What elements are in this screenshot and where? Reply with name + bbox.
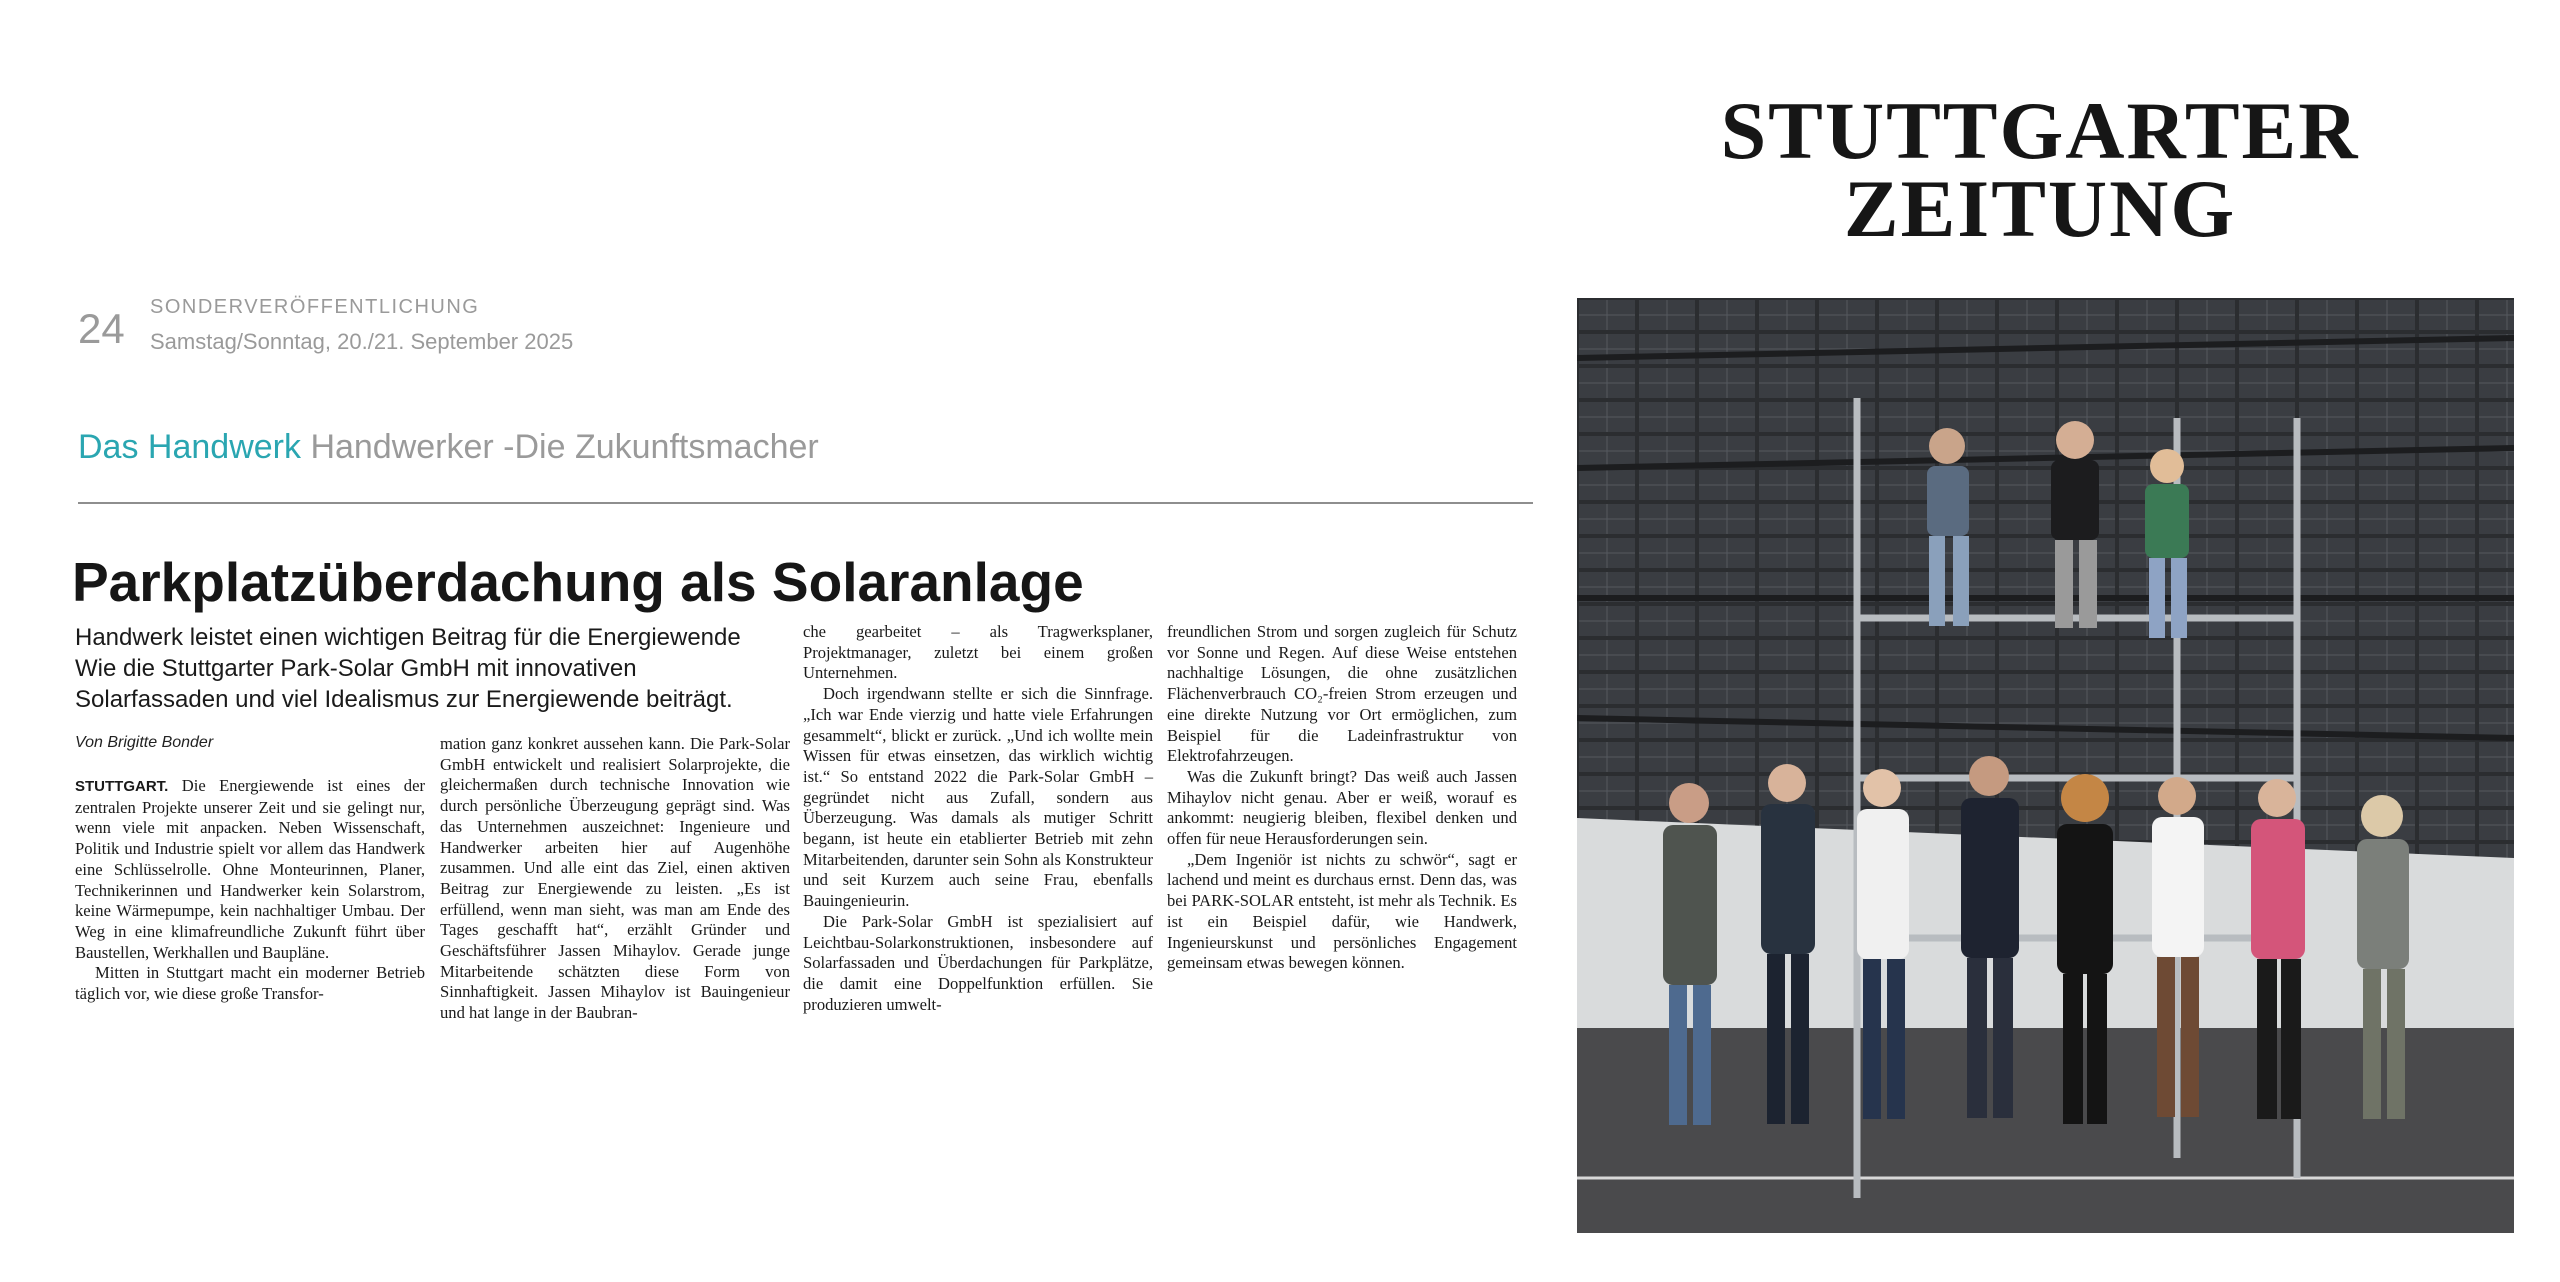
section-divider <box>78 502 1533 504</box>
masthead <box>1700 85 2380 254</box>
article-column-2 <box>440 734 790 1024</box>
article-column-4 <box>1167 622 1517 974</box>
article-column-1 <box>75 776 425 1005</box>
rubric-secondary: Handwerker -Die Zukunftsmacher <box>310 428 819 466</box>
paragraph: freundlichen Strom und sorgen zugleich für Schutz vor Sonne und Regen. Auf diese Weise entstehen nachhaltige Lösungen, die ohne zusätzlichen Flächenverbrauch CO₂-freien Strom erzeugen und eine direkte Nutzung vor Ort ermöglichen, zum Beispiel für die Ladeinfrastruktur von Elektrofahrzeugen. <box>1167 622 1517 766</box>
solar-canopy <box>1577 298 2514 858</box>
paragraph: „Dem Ingeniör ist nichts zu schwör“, sagt er lachend und meint es durchaus ernst. Denn das, was bei PARK-SOLAR entsteht, ist mehr als Technik. Es ist ein Beispiel dafür, wie Handwerk, Ingenieurskunst und persönliches Engagement gemeinsam etwas bewegen können. <box>1167 849 1517 973</box>
paragraph: Die Park-Solar GmbH ist spezialisiert auf Leichtbau-Solarkonstruktionen, insbesondere auf Solarfassaden und Überdachungen für Parkplätze, die damit eine Doppelfunktion erfüllen. Sie produzieren umwelt- <box>803 911 1153 1014</box>
paragraph: mation ganz konkret aussehen kann. Die Park-Solar GmbH entwickelt und realisiert Solarprojekte, die gleichermaßen durch technische Innovation wie durch persönliche Überzeugung geprägt sind. Was das Unternehmen auszeichnet: Ingenieure und Handwerker arbeiten hier auf Augenhöhe zusammen. Und alle eint das Ziel, einen aktiven Beitrag zur Energiewende zu leisten. „Es ist erfüllend, wenn man sieht, was man am Ende des Tages geschafft hat“, erzählt Gründer und Geschäftsführer Jassen Mihaylov. Gerade junge Mitarbeitende schätzten diese Form von Sinnhaftigkeit. Jassen Mihaylov ist Bauingenieur und hat lange in der Baubran- <box>440 734 790 1023</box>
article-subline: Handwerk leistet einen wichtigen Beitrag für die Energiewende Wie die Stuttgarter Park-Solar GmbH mit innovativen Solarfassaden und viel Idealismus zur Energiewende beiträgt. <box>75 624 741 713</box>
article-column-3 <box>803 622 1153 1015</box>
paragraph-text: Die Energiewende ist eines der zentralen Projekte unserer Zeit und sie gelingt nur, wenn viele mit anpacken. Neben Wissenschaft, Politik und Industrie spielt vor allem das Handwerk eine Schlüsselrolle. Ohne Monteurinnen, Planer, Technikerinnen und Handwerker kein Solarstrom, keine Wärmepumpe, kein nachhaltiger Umbau. Der Weg in eine klimafreundliche Zukunft führt über Baustellen, Werkhallen und Baupläne. <box>75 776 425 962</box>
page-number: 24 <box>78 305 125 352</box>
rubric-primary: Das Handwerk <box>78 428 301 466</box>
issue-date: Samstag/Sonntag, 20./21. September 2025 <box>150 329 574 354</box>
article-byline: Von Brigitte Bonder <box>75 734 214 751</box>
paragraph: Doch irgendwann stellte er sich die Sinnfrage. „Ich war Ende vierzig und hatte viele Erfahrungen gesammelt“, blickt er zurück. „Und ich wollte mein Wissen für etwas einsetzen, das wirklich wichtig ist.“ So entstand 2022 die Park-Solar GmbH – gegründet nicht aus Zufall, sondern aus Überzeugung. Was damals als mutiger Schritt begann, ist heute ein etablierter Betrieb mit zehn Mitarbeitenden, darunter sein Sohn als Konstrukteur und seit Kurzem auch seine Frau, ebenfalls Bauingenieurin. <box>803 684 1153 911</box>
masthead-line-2: ZEITUNG <box>1843 162 2237 254</box>
section-rubric <box>78 428 819 467</box>
masthead-line-1: STUTTGARTER <box>1720 85 2360 176</box>
special-edition-label: SONDERVERÖFFENTLICHUNG <box>150 296 480 318</box>
dateline: STUTTGART. <box>75 778 169 795</box>
team-photo <box>1577 298 2514 1233</box>
paragraph: Mitten in Stuttgart macht ein moderner Betrieb täglich vor, wie diese große Transfor- <box>75 963 425 1004</box>
paragraph: Was die Zukunft bringt? Das weiß auch Jassen Mihaylov nicht genau. Aber er weiß, worauf es ankommt: neugierig bleiben, flexibel denken und offen für neue Herausforderungen sein. <box>1167 766 1517 849</box>
article-headline: Parkplatzüberdachung als Solaranlage <box>72 551 1084 613</box>
paragraph: che gearbeitet – als Tragwerksplaner, Projektmanager, zuletzt bei einem großen Unternehmen. <box>803 622 1153 683</box>
paragraph <box>75 776 425 963</box>
team-photo-illustration <box>1577 298 2514 1233</box>
